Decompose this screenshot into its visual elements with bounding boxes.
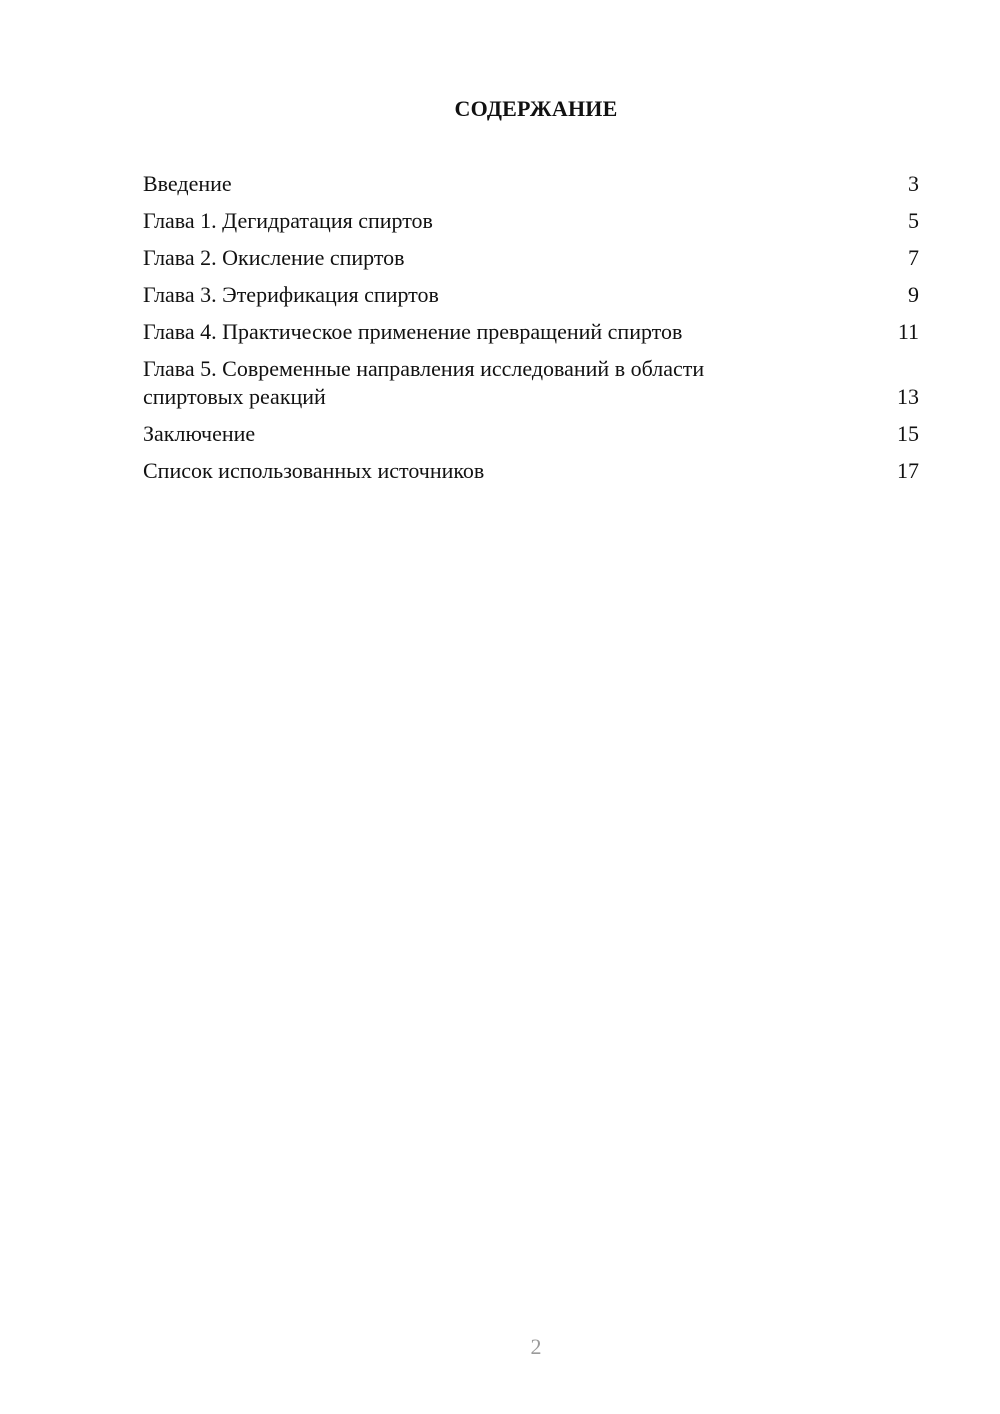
toc-entry-references <box>143 457 919 485</box>
toc-entry-conclusion <box>143 420 919 448</box>
table-of-contents <box>143 170 919 494</box>
toc-entry-title: Глава 1. Дегидратация спиртов <box>143 208 433 233</box>
toc-entry-introduction <box>143 170 919 198</box>
toc-entry-page: 9 <box>908 282 919 307</box>
toc-entry-title: Глава 5. Современные направления исследований в области спиртовых реакций <box>143 356 705 409</box>
toc-entry-page: 15 <box>897 421 919 446</box>
toc-entry-page: 5 <box>908 208 919 233</box>
toc-entry-title: Заключение <box>143 421 256 446</box>
toc-entry-title: Список использованных источников <box>143 458 485 483</box>
toc-entry-title: Глава 2. Окисление спиртов <box>143 245 405 270</box>
toc-entry-title: Введение <box>143 171 232 196</box>
toc-entry-page: 3 <box>908 171 919 196</box>
toc-entry-chapter-2 <box>143 244 919 272</box>
toc-entry-chapter-3 <box>143 281 919 309</box>
toc-entry-page: 7 <box>908 245 919 270</box>
toc-entry-title: Глава 4. Практическое применение превращений спиртов <box>143 319 683 344</box>
toc-entry-page: 13 <box>897 384 919 409</box>
toc-entry-chapter-4 <box>143 318 919 346</box>
page-title: СОДЕРЖАНИЕ <box>454 96 618 121</box>
toc-entry-chapter-5 <box>143 355 919 411</box>
toc-entry-page: 11 <box>897 319 919 344</box>
toc-entry-title: Глава 3. Этерификация спиртов <box>143 282 439 307</box>
page-number: 2 <box>530 1334 542 1359</box>
toc-entry-page: 17 <box>897 458 919 483</box>
toc-entry-chapter-1 <box>143 207 919 235</box>
